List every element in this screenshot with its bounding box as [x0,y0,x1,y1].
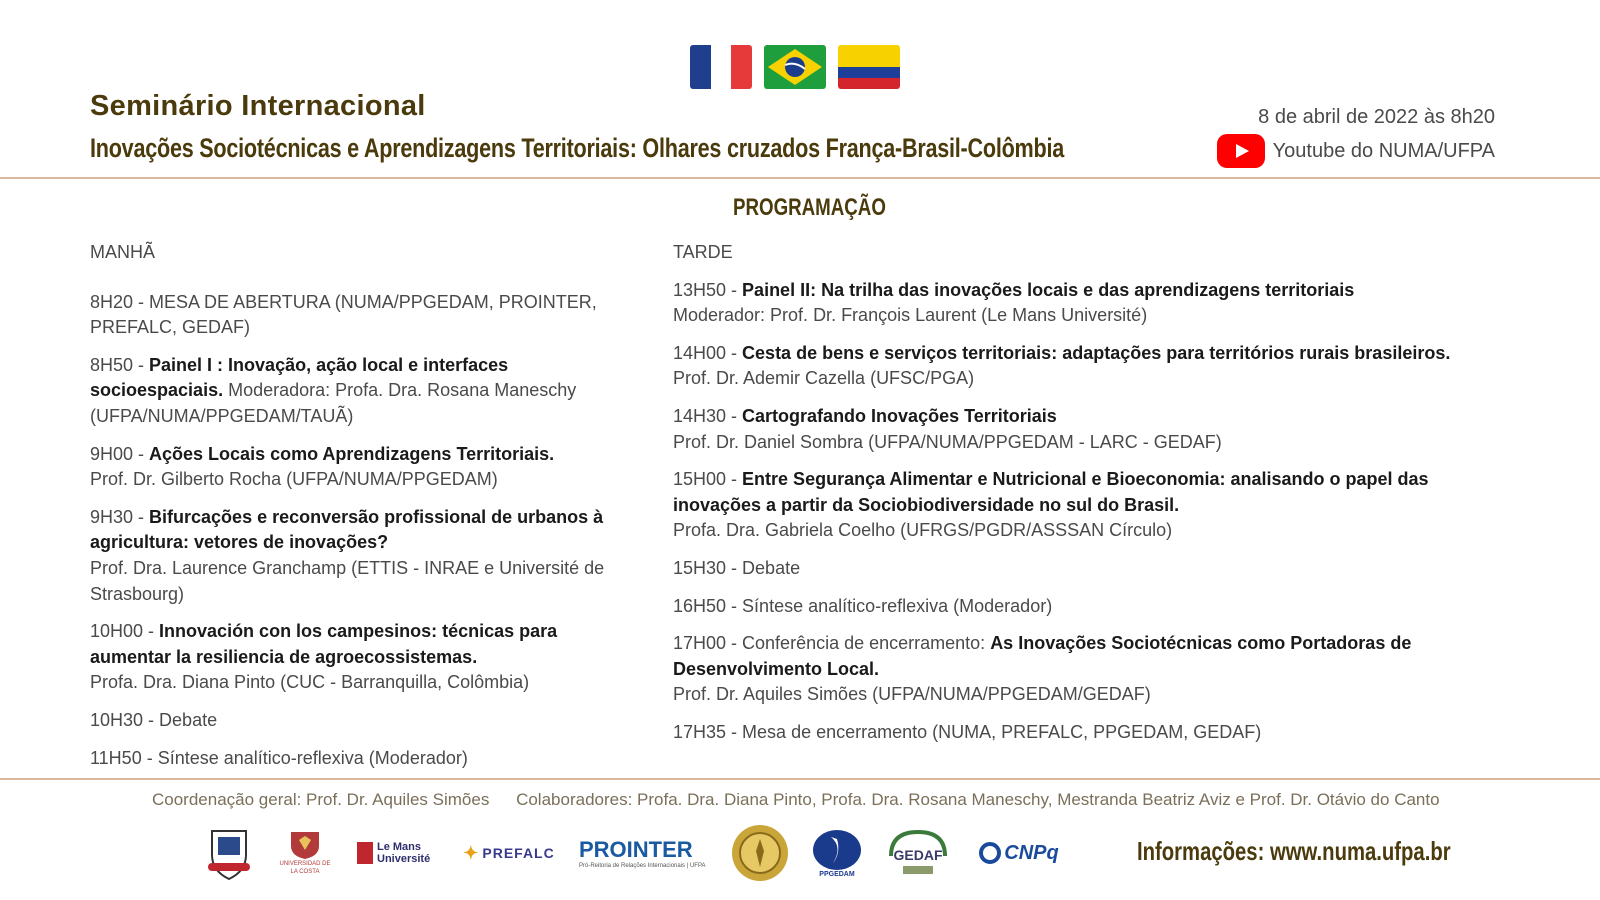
schedule-time: 10H00 - [90,621,160,642]
schedule-item [673,278,1503,329]
cnpq-logo-text: CNPq [1004,841,1059,864]
schedule-details: Debate [742,557,801,578]
ppgedam-logo-text: PPGEDAM [819,870,855,878]
prefalc-star-icon: ✦ [463,842,480,863]
cnpq-logo [971,825,1067,881]
cuc-logo-text: UNIVERSIDAD DE LA COSTA [279,861,331,875]
schedule-details: Prof. Dr. Gilberto Rocha (UFPA/NUMA/PPGEDAM) [90,469,498,490]
schedule-time: 14H30 - [673,405,743,426]
schedule-item [673,631,1503,708]
cnpq-mark-icon [979,842,1001,864]
schedule-time: 10H30 - [90,709,160,730]
schedule-item [90,290,620,341]
schedule-details: Profa. Dra. Gabriela Coelho (UFRGS/PGDR/ASSSAN Círculo) [673,520,1173,541]
schedule-item [90,353,620,430]
schedule-title: Bifurcações e reconversão profissional de urbanos à agricultura: vetores de inovações? [90,506,604,553]
brazil-flag-icon [764,45,826,89]
schedule-details: Prof. Dr. Ademir Cazella (UFSC/PGA) [673,368,975,389]
colombia-flag-icon [838,45,900,89]
svg-text:GEDAF: GEDAF [893,847,943,863]
schedule-title: Entre Segurança Alimentar e Nutricional e Bioeconomia: analisando o papel das inovações a partir da Sociobiodiversidade no sul do Brasil. [673,469,1429,515]
youtube-link[interactable] [1217,134,1495,168]
schedule-title: Painel II: Na trilha das inovações locais e das aprendizagens territoriais [742,279,1355,300]
prointer-logo-subtext: Pró-Reitoria de Relações Internacionais | UFPA [579,863,706,869]
collaborators-text: Colaboradores: Profa. Dra. Diana Pinto, Profa. Dra. Rosana Maneschy, Mestranda Beatriz Aviz e Prof. Dr. Otávio do Canto [516,790,1440,809]
schedule-details: Moderador: Prof. Dr. François Laurent (Le Mans Université) [673,305,1148,326]
schedule-item [673,404,1503,455]
schedule-item [673,556,1503,582]
prointer-logo-text: PROINTER [579,837,693,862]
schedule-item [90,746,620,772]
schedule-item [90,442,620,493]
schedule-item [90,619,620,696]
schedule-item [90,505,620,607]
youtube-channel-label: Youtube do NUMA/UFPA [1272,139,1495,162]
schedule-item [90,708,620,734]
prefalc-logo-text: PREFALC [482,845,555,861]
schedule-title: Ações Locais como Aprendizagens Territoriais. [149,443,555,464]
schedule-time: 16H50 - [673,595,743,616]
schedule-details: Moderadora: Profa. Dra. Rosana Maneschy (UFPA/NUMA/PPGEDAM/TAUÃ) [90,380,577,426]
schedule-time: 17H35 - [673,721,743,742]
le-mans-mark-icon [357,842,373,864]
cuc-logo [273,825,337,881]
header-divider [0,177,1600,179]
program-heading: PROGRAMAÇÃO [733,194,886,221]
event-title: Seminário Internacional [90,90,426,122]
youtube-icon [1217,134,1265,168]
afternoon-label: TARDE [673,242,733,262]
france-flag-icon [690,45,752,89]
schedule-time: 9H30 - [90,506,150,527]
schedule-item [673,720,1503,746]
schedule-time: 14H00 - [673,342,743,363]
schedule-time: 9H00 - [90,443,150,464]
le-mans-logo-text: Le Mans Université [377,841,431,865]
flags-row [690,45,900,89]
partner-logos [203,822,1067,884]
schedule-time: 8H50 - [90,354,150,375]
ufpa-logo [203,825,255,881]
schedule-time: 15H30 - [673,557,743,578]
event-date: 8 de abril de 2022 às 8h20 [1258,106,1495,128]
ppgedam-logo [809,825,865,881]
schedule-time: 13H50 - [673,279,743,300]
schedule-title: Painel I : Inovação, ação local e interfaces socioespaciais. [90,354,509,401]
schedule-title: Innovación con los campesinos: técnicas para aumentar la resiliencia de agroecossistemas. [90,621,558,667]
schedule-details: MESA DE ABERTURA (NUMA/PPGEDAM, PROINTER, PREFALC, GEDAF) [90,291,597,338]
morning-label: MANHÃ [90,242,156,262]
event-info [1217,106,1495,168]
info-website[interactable]: Informações: www.numa.ufpa.br [1137,836,1451,866]
schedule-title: Cartografando Inovações Territoriais [742,405,1057,426]
schedule-details: Profa. Dra. Diana Pinto (CUC - Barranquilla, Colômbia) [90,672,530,693]
schedule-details: Síntese analítico-reflexiva (Moderador) [157,747,468,768]
schedule-details: Prof. Dr. Daniel Sombra (UFPA/NUMA/PPGEDAM - LARC - GEDAF) [673,431,1222,452]
gedaf-logo [883,825,953,881]
schedule-time: 8H20 - [90,291,150,312]
prointer-logo [579,825,711,881]
le-mans-logo [355,825,439,881]
schedule-item [673,341,1503,392]
morning-column [90,240,620,783]
schedule-details: Debate [159,709,218,730]
footer-divider [0,778,1600,780]
schedule-details: Síntese analítico-reflexiva (Moderador) [742,595,1053,616]
schedule-time: 15H00 - [673,469,743,490]
coordination-text: Coordenação geral: Prof. Dr. Aquiles Simões [152,790,490,809]
schedule-details: Prof. Dra. Laurence Granchamp (ETTIS - INRAE e Université de Strasbourg) [90,557,605,604]
prefalc-logo [457,825,561,881]
schedule-details: Mesa de encerramento (NUMA, PREFALC, PPGEDAM, GEDAF) [742,721,1262,742]
schedule-title: Cesta de bens e serviços territoriais: adaptações para territórios rurais brasileiros. [742,342,1451,363]
event-subtitle: Inovações Sociotécnicas e Aprendizagens Territoriais: Olhares cruzados França-Brasil-Colômbia [90,133,1064,163]
schedule-time: 17H00 - Conferência de encerramento: [673,633,991,654]
schedule-title: As Inovações Sociotécnicas como Portadoras de Desenvolvimento Local. [673,633,1412,679]
numa-seal-logo [729,825,791,881]
schedule-details: Prof. Dr. Aquiles Simões (UFPA/NUMA/PPGEDAM/GEDAF) [673,684,1151,705]
afternoon-column [673,240,1503,758]
schedule-item [673,594,1503,620]
schedule-time: 11H50 - [90,747,158,768]
footer-credits [152,790,1440,810]
schedule-item [673,467,1503,544]
